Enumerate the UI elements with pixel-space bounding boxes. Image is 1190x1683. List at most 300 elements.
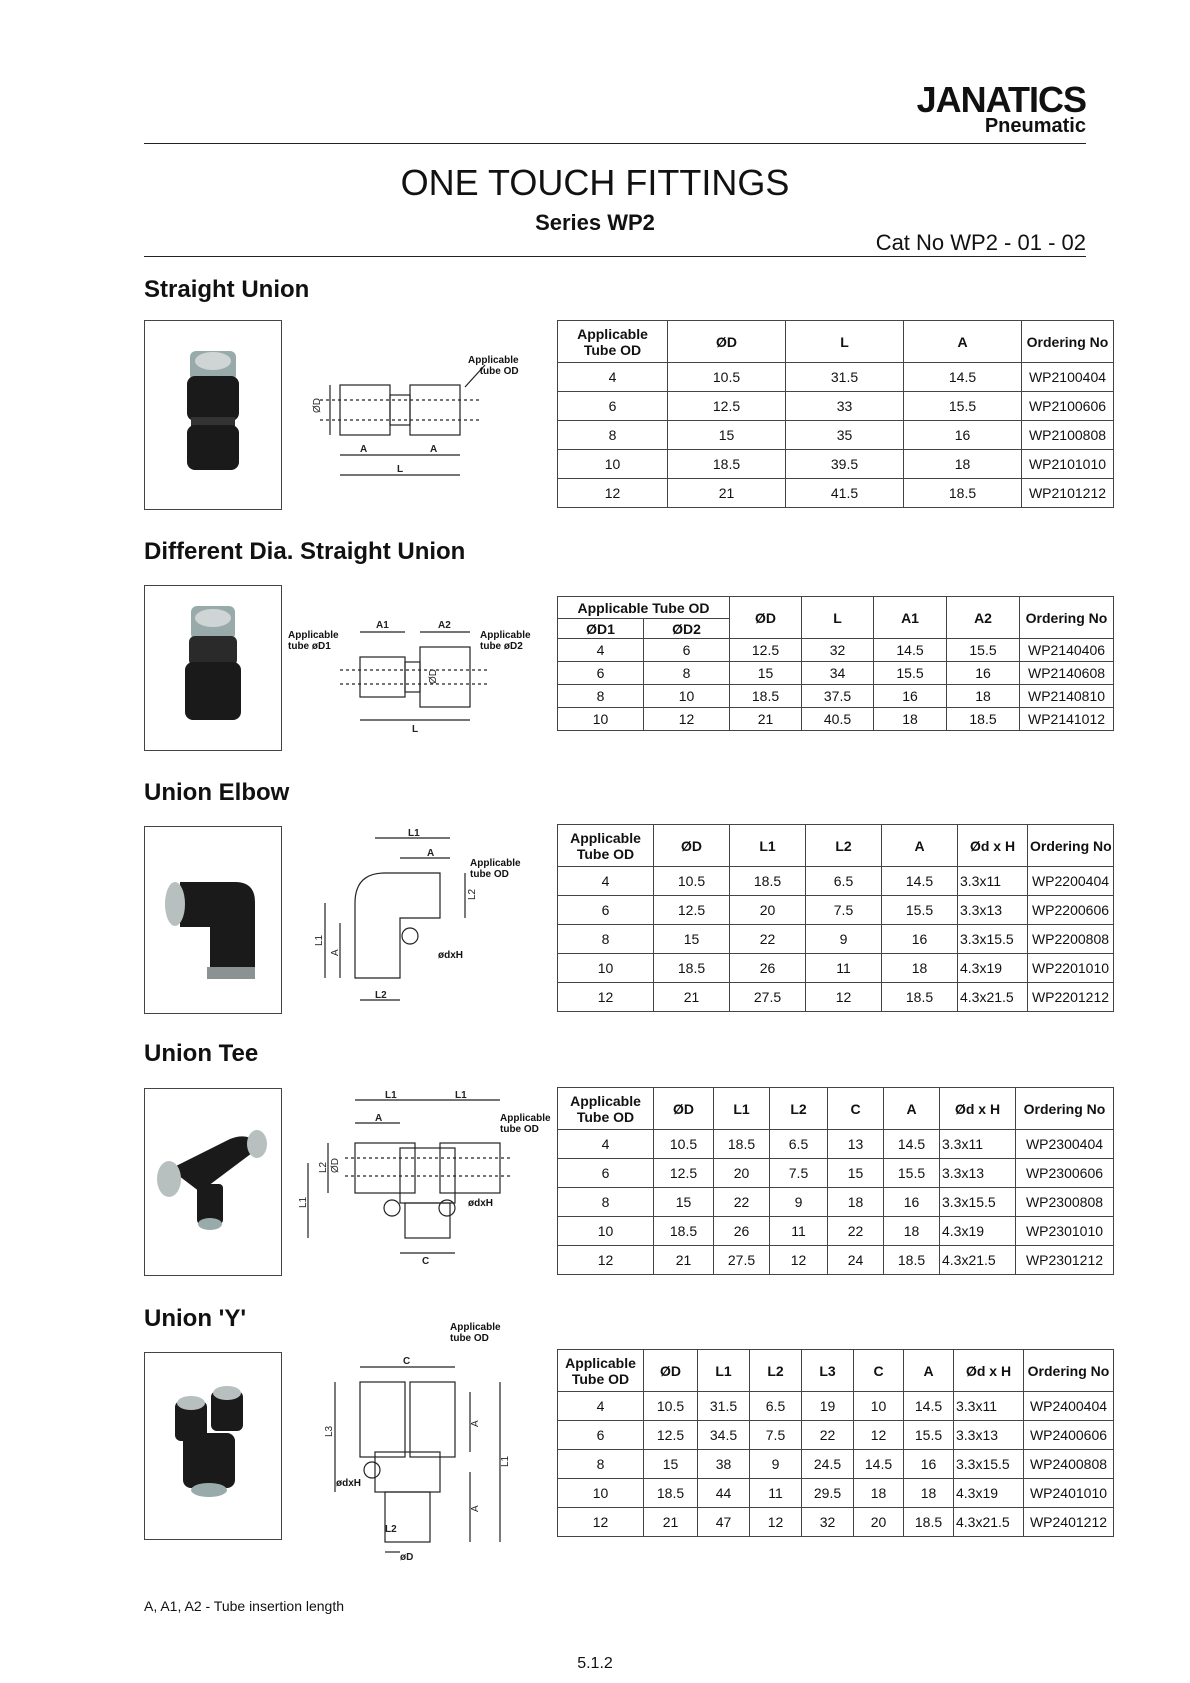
drawing-label-dxh: ødxH — [468, 1198, 493, 1209]
cell: WP2100808 — [1022, 421, 1114, 450]
cell: 14.5 — [904, 1392, 954, 1421]
cell: 12.5 — [644, 1421, 698, 1450]
cell: 31.5 — [786, 363, 904, 392]
cell: 26 — [714, 1217, 770, 1246]
cell: 12 — [806, 983, 882, 1012]
drawing-union-y — [300, 1322, 550, 1562]
cell: 10.5 — [654, 1130, 714, 1159]
cell: 15 — [644, 1450, 698, 1479]
header-cell: Applicable Tube OD — [558, 597, 730, 619]
table-row — [558, 1479, 1114, 1508]
cell: WP2201212 — [1028, 983, 1114, 1012]
cell: WP2400606 — [1024, 1421, 1114, 1450]
drawing-union-tee — [300, 1088, 550, 1274]
drawing-label-tube-d1: Applicable tube øD1 — [288, 630, 339, 652]
cell: 18.5 — [668, 450, 786, 479]
cell: 12 — [558, 479, 668, 508]
header-cell: A — [904, 1350, 954, 1392]
cell: 18.5 — [654, 954, 730, 983]
drawing-label-applicable-tube-od: Applicable tube OD — [450, 1322, 501, 1344]
cell: 13 — [828, 1130, 884, 1159]
cell: 10.5 — [668, 363, 786, 392]
cell: 18 — [904, 450, 1022, 479]
cell: WP2200404 — [1028, 867, 1114, 896]
cell: 21 — [644, 1508, 698, 1537]
series-subtitle: Series WP2 — [535, 210, 655, 235]
table-row — [558, 896, 1114, 925]
cell: 32 — [802, 1508, 854, 1537]
header-cell: ØD — [644, 1350, 698, 1392]
cell: 10 — [854, 1392, 904, 1421]
section-title-y: Union 'Y' — [144, 1305, 247, 1332]
cell: WP2200606 — [1028, 896, 1114, 925]
table-row — [558, 1421, 1114, 1450]
cell: 22 — [730, 925, 806, 954]
table-row — [558, 1188, 1114, 1217]
table-row — [558, 450, 1114, 479]
cell: 38 — [698, 1450, 750, 1479]
header-cell: ØD — [730, 597, 802, 639]
svg-text:A: A — [470, 1505, 481, 1512]
cell: 6 — [558, 1421, 644, 1450]
header-cell: L — [802, 597, 874, 639]
cell: 47 — [698, 1508, 750, 1537]
cell: WP2140406 — [1020, 639, 1114, 662]
svg-text:L1: L1 — [298, 1196, 309, 1208]
cell: 10 — [558, 450, 668, 479]
section-title-tee: Union Tee — [144, 1040, 259, 1067]
cell: 8 — [558, 1450, 644, 1479]
table-row — [558, 639, 1114, 662]
cell: 12.5 — [654, 896, 730, 925]
cell: 16 — [884, 1188, 940, 1217]
cell: 24 — [828, 1246, 884, 1275]
header-cell: ØD — [654, 1088, 714, 1130]
cell: 9 — [770, 1188, 828, 1217]
table-row — [558, 954, 1114, 983]
header-cell: L2 — [750, 1350, 802, 1392]
table-union-tee — [557, 1087, 1114, 1275]
cell: 21 — [730, 708, 802, 731]
cell: 4 — [558, 867, 654, 896]
cell: 12.5 — [730, 639, 802, 662]
cell: 4.3x21.5 — [940, 1246, 1016, 1275]
svg-text:L1: L1 — [314, 934, 325, 946]
header-cell: Ordering No — [1024, 1350, 1114, 1392]
svg-text:C: C — [403, 1356, 411, 1367]
cell: 4.3x19 — [954, 1479, 1024, 1508]
cell: 15 — [654, 925, 730, 954]
cell: 21 — [668, 479, 786, 508]
cell: 37.5 — [802, 685, 874, 708]
header-cell: L1 — [698, 1350, 750, 1392]
photo-straight-union — [144, 320, 282, 510]
cell: 18 — [884, 1217, 940, 1246]
cell: 7.5 — [770, 1159, 828, 1188]
cell: 32 — [802, 639, 874, 662]
cell: 41.5 — [786, 479, 904, 508]
cell: 15.5 — [947, 639, 1020, 662]
cell: 8 — [558, 421, 668, 450]
header-cell: Ordering No — [1020, 597, 1114, 639]
table-row — [558, 1130, 1114, 1159]
table-straight-union — [557, 320, 1114, 508]
svg-text:A: A — [375, 1113, 383, 1124]
cell: 22 — [714, 1188, 770, 1217]
cell: 6 — [558, 662, 644, 685]
svg-text:ØD: ØD — [312, 398, 323, 413]
cell: 16 — [882, 925, 958, 954]
cell: 18.5 — [904, 479, 1022, 508]
cell: 12 — [770, 1246, 828, 1275]
cell: 6.5 — [770, 1130, 828, 1159]
cell: WP2101010 — [1022, 450, 1114, 479]
cell: 18.5 — [730, 867, 806, 896]
svg-text:ØD: ØD — [428, 669, 439, 684]
cell: 10 — [644, 685, 730, 708]
drawing-label-dxh: ødxH — [438, 950, 463, 961]
cell: 3.3x13 — [940, 1159, 1016, 1188]
cell: 4.3x19 — [940, 1217, 1016, 1246]
svg-text:L2: L2 — [375, 990, 387, 1001]
cell: 12 — [558, 1246, 654, 1275]
cell: 18 — [882, 954, 958, 983]
cell: 9 — [750, 1450, 802, 1479]
cell: 4.3x21.5 — [954, 1508, 1024, 1537]
cell: 21 — [654, 983, 730, 1012]
cell: 7.5 — [750, 1421, 802, 1450]
header-cell: L1 — [730, 825, 806, 867]
cell: 12.5 — [668, 392, 786, 421]
cell: 12 — [558, 1508, 644, 1537]
header-cell: C — [828, 1088, 884, 1130]
cell: 18.5 — [882, 983, 958, 1012]
cell: 18.5 — [730, 685, 802, 708]
cell: WP2100606 — [1022, 392, 1114, 421]
cell: 15.5 — [884, 1159, 940, 1188]
cell: 19 — [802, 1392, 854, 1421]
cell: WP2100404 — [1022, 363, 1114, 392]
header-cell: Applicable Tube OD — [558, 1350, 644, 1392]
cell: 3.3x13 — [958, 896, 1028, 925]
cell: 14.5 — [874, 639, 947, 662]
cell: 6 — [558, 1159, 654, 1188]
svg-text:A: A — [330, 949, 341, 956]
cell: WP2300808 — [1016, 1188, 1114, 1217]
cell: 3.3x13 — [954, 1421, 1024, 1450]
cell: WP2401010 — [1024, 1479, 1114, 1508]
svg-text:L: L — [412, 724, 419, 735]
cell: 21 — [654, 1246, 714, 1275]
header-cell: L — [786, 321, 904, 363]
photo-union-elbow — [144, 826, 282, 1014]
page-title: ONE TOUCH FITTINGS — [400, 162, 790, 203]
cell: 3.3x11 — [958, 867, 1028, 896]
cell: 4 — [558, 1392, 644, 1421]
header-cell: Ød x H — [940, 1088, 1016, 1130]
cell: 16 — [904, 421, 1022, 450]
cell: 29.5 — [802, 1479, 854, 1508]
cell: 18.5 — [884, 1246, 940, 1275]
cell: 44 — [698, 1479, 750, 1508]
svg-text:L2: L2 — [385, 1524, 397, 1535]
cell: 24.5 — [802, 1450, 854, 1479]
brand-sub: Pneumatic — [984, 115, 1086, 137]
section-title-diffdia: Different Dia. Straight Union — [144, 538, 466, 565]
cell: 9 — [806, 925, 882, 954]
header-cell: ØD — [668, 321, 786, 363]
table-row — [558, 1217, 1114, 1246]
page-number: 5.1.2 — [577, 1655, 613, 1672]
header-cell: L2 — [806, 825, 882, 867]
cell: 3.3x11 — [940, 1130, 1016, 1159]
cell: 14.5 — [882, 867, 958, 896]
cell: 39.5 — [786, 450, 904, 479]
cell: 12.5 — [654, 1159, 714, 1188]
brand-logo — [916, 79, 1086, 137]
cell: 10.5 — [644, 1392, 698, 1421]
table-row — [558, 662, 1114, 685]
cell: 10 — [558, 954, 654, 983]
header-cell: A2 — [947, 597, 1020, 639]
svg-text:A: A — [427, 848, 435, 859]
svg-text:øD: øD — [400, 1552, 414, 1563]
table-row — [558, 1246, 1114, 1275]
cell: 6.5 — [806, 867, 882, 896]
table-row — [558, 363, 1114, 392]
header-cell: A1 — [874, 597, 947, 639]
cell: WP2101212 — [1022, 479, 1114, 508]
cell: 18 — [947, 685, 1020, 708]
svg-text:C: C — [422, 1256, 430, 1267]
svg-text:L1: L1 — [455, 1090, 467, 1101]
table-row — [558, 925, 1114, 954]
cell: 6 — [644, 639, 730, 662]
catalog-number: Cat No WP2 - 01 - 02 — [875, 230, 1086, 255]
cell: 18.5 — [654, 1217, 714, 1246]
cell: 6 — [558, 392, 668, 421]
header-cell: Applicable Tube OD — [558, 321, 668, 363]
cell: 10 — [558, 708, 644, 731]
header-cell: L3 — [802, 1350, 854, 1392]
cell: 18.5 — [714, 1130, 770, 1159]
cell: 11 — [806, 954, 882, 983]
cell: 27.5 — [714, 1246, 770, 1275]
cell: 20 — [714, 1159, 770, 1188]
svg-text:ØD: ØD — [330, 1158, 341, 1173]
cell: 14.5 — [884, 1130, 940, 1159]
drawing-label-applicable-tube-od: Applicable tube OD — [470, 858, 521, 880]
cell: 34.5 — [698, 1421, 750, 1450]
cell: WP2400404 — [1024, 1392, 1114, 1421]
cell: 6 — [558, 896, 654, 925]
cell: 15.5 — [904, 1421, 954, 1450]
header-cell: ØD1 — [558, 619, 644, 639]
cell: 3.3x15.5 — [940, 1188, 1016, 1217]
header-cell: Applicable Tube OD — [558, 825, 654, 867]
header-cell: Ød x H — [954, 1350, 1024, 1392]
svg-text:A1: A1 — [376, 620, 389, 631]
cell: WP2140810 — [1020, 685, 1114, 708]
footnote: A, A1, A2 - Tube insertion length — [144, 1598, 345, 1614]
cell: 18.5 — [644, 1479, 698, 1508]
cell: 20 — [854, 1508, 904, 1537]
svg-text:L1: L1 — [408, 828, 420, 839]
cell: 6.5 — [750, 1392, 802, 1421]
title-rule — [144, 256, 1086, 257]
table-row — [558, 685, 1114, 708]
header-cell: L2 — [770, 1088, 828, 1130]
table-diffdia-union — [557, 596, 1114, 731]
section-title-elbow: Union Elbow — [144, 779, 290, 806]
cell: 10 — [558, 1479, 644, 1508]
cell: 3.3x15.5 — [954, 1450, 1024, 1479]
cell: WP2200808 — [1028, 925, 1114, 954]
cell: 3.3x15.5 — [958, 925, 1028, 954]
cell: 4.3x21.5 — [958, 983, 1028, 1012]
cell: 18.5 — [904, 1508, 954, 1537]
table-row — [558, 1450, 1114, 1479]
cell: 18 — [828, 1188, 884, 1217]
drawing-straight-union — [300, 345, 550, 495]
cell: 18 — [874, 708, 947, 731]
svg-text:L2: L2 — [318, 1161, 329, 1173]
photo-diffdia-union — [144, 585, 282, 751]
cell: 10.5 — [654, 867, 730, 896]
cell: 8 — [558, 925, 654, 954]
brand-name: JANATICS — [916, 79, 1086, 120]
cell: 27.5 — [730, 983, 806, 1012]
svg-text:L: L — [397, 464, 404, 475]
svg-text:A: A — [470, 1420, 481, 1427]
cell: 18 — [904, 1479, 954, 1508]
cell: 12 — [558, 983, 654, 1012]
cell: 22 — [802, 1421, 854, 1450]
drawing-diffdia-union — [288, 612, 550, 737]
header-rule — [144, 143, 1086, 144]
svg-text:A: A — [360, 444, 368, 455]
cell: 16 — [874, 685, 947, 708]
cell: 18.5 — [947, 708, 1020, 731]
cell: 4 — [558, 363, 668, 392]
cell: 12 — [644, 708, 730, 731]
cell: 11 — [770, 1217, 828, 1246]
cell: 22 — [828, 1217, 884, 1246]
header-cell: A — [882, 825, 958, 867]
cell: WP2401212 — [1024, 1508, 1114, 1537]
cell: 26 — [730, 954, 806, 983]
cell: 14.5 — [904, 363, 1022, 392]
cell: 15.5 — [882, 896, 958, 925]
cell: 15 — [828, 1159, 884, 1188]
header-cell: Applicable Tube OD — [558, 1088, 654, 1130]
cell: 12 — [750, 1508, 802, 1537]
cell: 12 — [854, 1421, 904, 1450]
cell: 15 — [668, 421, 786, 450]
cell: 3.3x11 — [954, 1392, 1024, 1421]
table-row — [558, 983, 1114, 1012]
header-cell: C — [854, 1350, 904, 1392]
header-cell: ØD2 — [644, 619, 730, 639]
cell: 16 — [904, 1450, 954, 1479]
cell: WP2301010 — [1016, 1217, 1114, 1246]
svg-text:L3: L3 — [324, 1425, 335, 1437]
header-cell: ØD — [654, 825, 730, 867]
cell: 16 — [947, 662, 1020, 685]
table-row — [558, 1508, 1114, 1537]
drawing-label-applicable-tube-od: Applicable tube OD — [500, 1113, 551, 1135]
cell: 10 — [558, 1217, 654, 1246]
svg-text:L2: L2 — [467, 888, 478, 900]
cell: 33 — [786, 392, 904, 421]
svg-text:L1: L1 — [500, 1455, 511, 1467]
cell: 15.5 — [904, 392, 1022, 421]
table-row — [558, 708, 1114, 731]
svg-text:A2: A2 — [438, 620, 451, 631]
cell: WP2201010 — [1028, 954, 1114, 983]
cell: 15.5 — [874, 662, 947, 685]
header-cell: A — [884, 1088, 940, 1130]
cell: 4.3x19 — [958, 954, 1028, 983]
cell: 8 — [644, 662, 730, 685]
cell: 18 — [854, 1479, 904, 1508]
header-cell: A — [904, 321, 1022, 363]
cell: 4 — [558, 1130, 654, 1159]
header-cell: Ød x H — [958, 825, 1028, 867]
cell: 34 — [802, 662, 874, 685]
drawing-label-applicable-tube-od: Applicable tube OD — [468, 355, 519, 377]
cell: 14.5 — [854, 1450, 904, 1479]
cell: 11 — [750, 1479, 802, 1508]
drawing-union-elbow — [300, 828, 550, 1008]
cell: 7.5 — [806, 896, 882, 925]
cell: WP2140608 — [1020, 662, 1114, 685]
drawing-label-dxh: ødxH — [336, 1478, 361, 1489]
cell: 40.5 — [802, 708, 874, 731]
svg-text:L1: L1 — [385, 1090, 397, 1101]
table-row — [558, 392, 1114, 421]
table-row — [558, 479, 1114, 508]
cell: WP2300404 — [1016, 1130, 1114, 1159]
table-row — [558, 421, 1114, 450]
header-cell: L1 — [714, 1088, 770, 1130]
cell: WP2300606 — [1016, 1159, 1114, 1188]
header-cell: Ordering No — [1016, 1088, 1114, 1130]
table-row — [558, 1392, 1114, 1421]
cell: 15 — [730, 662, 802, 685]
cell: WP2400808 — [1024, 1450, 1114, 1479]
cell: 20 — [730, 896, 806, 925]
photo-union-tee — [144, 1088, 282, 1276]
table-union-elbow — [557, 824, 1114, 1012]
svg-text:A: A — [430, 444, 438, 455]
table-row — [558, 867, 1114, 896]
cell: 15 — [654, 1188, 714, 1217]
header-cell: Ordering No — [1022, 321, 1114, 363]
cell: WP2301212 — [1016, 1246, 1114, 1275]
cell: 35 — [786, 421, 904, 450]
header-cell: Ordering No — [1028, 825, 1114, 867]
table-row — [558, 1159, 1114, 1188]
photo-union-y — [144, 1352, 282, 1540]
section-title-straight: Straight Union — [144, 276, 310, 303]
cell: WP2141012 — [1020, 708, 1114, 731]
cell: 31.5 — [698, 1392, 750, 1421]
cell: 4 — [558, 639, 644, 662]
drawing-label-tube-d2: Applicable tube øD2 — [480, 630, 531, 652]
cell: 8 — [558, 685, 644, 708]
table-union-y — [557, 1349, 1114, 1537]
